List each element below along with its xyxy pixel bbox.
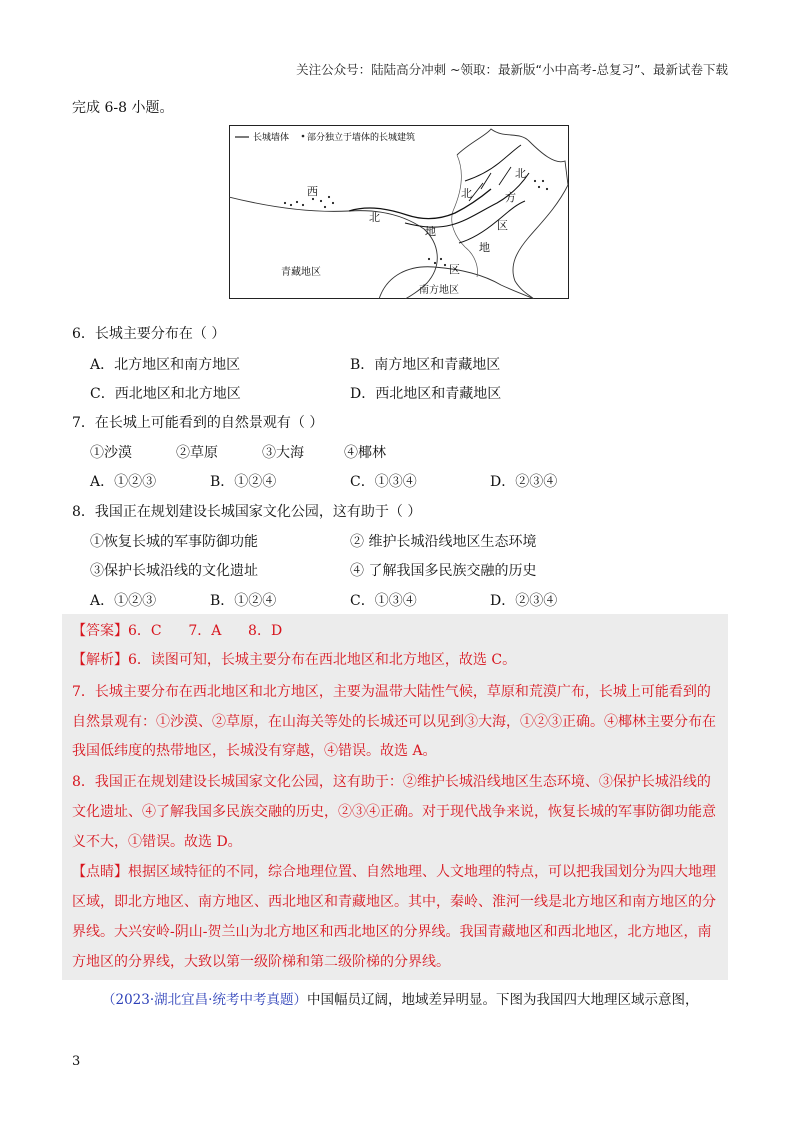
tip-line-4: 方地区的分界线，大致以第一级阶梯和第二级阶梯的分界线。 [72, 954, 450, 970]
question-6-option-b: B．南方地区和青藏地区 [350, 357, 501, 373]
analysis-line-7: 义不大，①错误。故选 D。 [72, 834, 242, 850]
question-7-choice-c: C．①③④ [350, 474, 417, 490]
analysis-line-1 [72, 650, 516, 670]
tip-line-1 [72, 862, 716, 882]
analysis-line-2: 7．长城主要分布在西北地区和北方地区，主要为温带大陆性气候，草原和荒漠广布，长城上可能看到的 [72, 684, 711, 700]
legend-building-symbol [302, 135, 305, 138]
question-7-item-1: ①沙漠 [90, 445, 132, 461]
map-label-di-2: 地 [479, 242, 490, 254]
question-6-option-c: C．西北地区和北方地区 [90, 386, 241, 402]
question-8-choice-d: D．②③④ [490, 593, 558, 609]
question-8-item-3: ③保护长城沿线的文化遗址 [90, 563, 258, 579]
tip-text-1: 根据区域特征的不同，综合地理位置、自然地理、人文地理的特点，可以把我国划分为四大地理 [128, 864, 716, 880]
legend-building: 部分独立于墙体的长城建筑 [307, 132, 416, 142]
question-8-choice-b: B．①②④ [210, 593, 277, 609]
question-7-item-3: ③大海 [262, 445, 304, 461]
question-7-stem: 7．在长城上可能看到的自然景观有（ ） [72, 415, 324, 431]
answer-line [72, 621, 282, 641]
analysis-line-4: 我国低纬度的热带地区，长城没有穿越，④错误。故选 A。 [72, 743, 437, 759]
question-6-option-d: D．西北地区和青藏地区 [350, 386, 502, 402]
question-6-stem: 6．长城主要分布在（ ） [72, 326, 226, 342]
map-label-qu-3: 区 [497, 220, 508, 232]
analysis-label: 【解析】 [72, 652, 128, 668]
next-question-intro [102, 990, 698, 1010]
question-8-item-1: ①恢复长城的军事防御功能 [90, 534, 258, 550]
question-8-item-4: ④ 了解我国多民族交融的历史 [350, 563, 537, 579]
great-wall-map [229, 125, 569, 299]
map-label-qu: 区 [449, 264, 460, 276]
tip-line-3: 界线。大兴安岭-阴山-贺兰山为北方地区和西北地区的分界线。我国青藏地区和西北地区，北方地区，南 [72, 924, 712, 940]
map-label-bei-2: 北 [515, 168, 526, 180]
question-7-choice-a: A．①②③ [90, 474, 157, 490]
question-6-option-a: A．北方地区和南方地区 [90, 357, 241, 373]
map-label-qu-2: 北 [461, 188, 472, 200]
question-7-item-2: ②草原 [176, 445, 218, 461]
question-8-choice-c: C．①③④ [350, 593, 417, 609]
next-question-source: （2023·湖北宜昌·统考中考真题） [102, 992, 307, 1008]
page-header: 关注公众号：陆陆高分冲刺 ~领取：最新版“小中高考-总复习”、最新试卷下载 [296, 62, 728, 77]
question-8-item-2: ② 维护长城沿线地区生态环境 [350, 534, 537, 550]
tip-line-2: 区域，即北方地区、南方地区、西北地区和青藏地区。其中，秦岭、淮河一线是北方地区和南方地区的分 [72, 894, 716, 910]
map-label-bei: 北 [369, 212, 380, 224]
question-7-item-4: ④椰林 [344, 445, 386, 461]
next-question-text: 中国幅员辽阔，地域差异明显。下图为我国四大地理区域示意图， [306, 992, 699, 1008]
question-7-choice-b: B．①②④ [210, 474, 277, 490]
analysis-text-1: 6．读图可知，长城主要分布在西北地区和北方地区，故选 C。 [128, 652, 517, 668]
map-label-di: 地 [425, 226, 436, 238]
map-label-qinghai-tibet: 青藏地区 [281, 267, 321, 278]
map-label-xi: 西 [307, 186, 318, 198]
map-drawing [229, 125, 569, 299]
question-8-choice-a: A．①②③ [90, 593, 157, 609]
question-8-stem: 8．我国正在规划建设长城国家文化公园，这有助于（ ） [72, 504, 422, 520]
answer-label: 【答案】 [72, 623, 128, 639]
map-label-south: 南方地区 [419, 285, 459, 296]
map-label-fang: 方 [505, 192, 516, 204]
intro-text: 完成 6-8 小题。 [72, 100, 174, 116]
tip-label: 【点睛】 [72, 864, 128, 880]
answer-text: 6．C 7．A 8．D [128, 623, 283, 639]
analysis-line-6: 文化遗址、④了解我国多民族交融的历史，②③④正确。对于现代战争来说，恢复长城的军事防御功能意 [72, 804, 716, 820]
question-7-choice-d: D．②③④ [490, 474, 558, 490]
page-number: 3 [72, 1054, 81, 1069]
analysis-line-5: 8．我国正在规划建设长城国家文化公园，这有助于：②维护长城沿线地区生态环境、③保护长城沿线的 [72, 774, 711, 790]
analysis-line-3: 自然景观有：①沙漠、②草原，在山海关等处的长城还可以见到③大海，①②③正确。④椰林主要分布在 [72, 714, 716, 730]
legend-wall: 长城墙体 [253, 132, 290, 142]
